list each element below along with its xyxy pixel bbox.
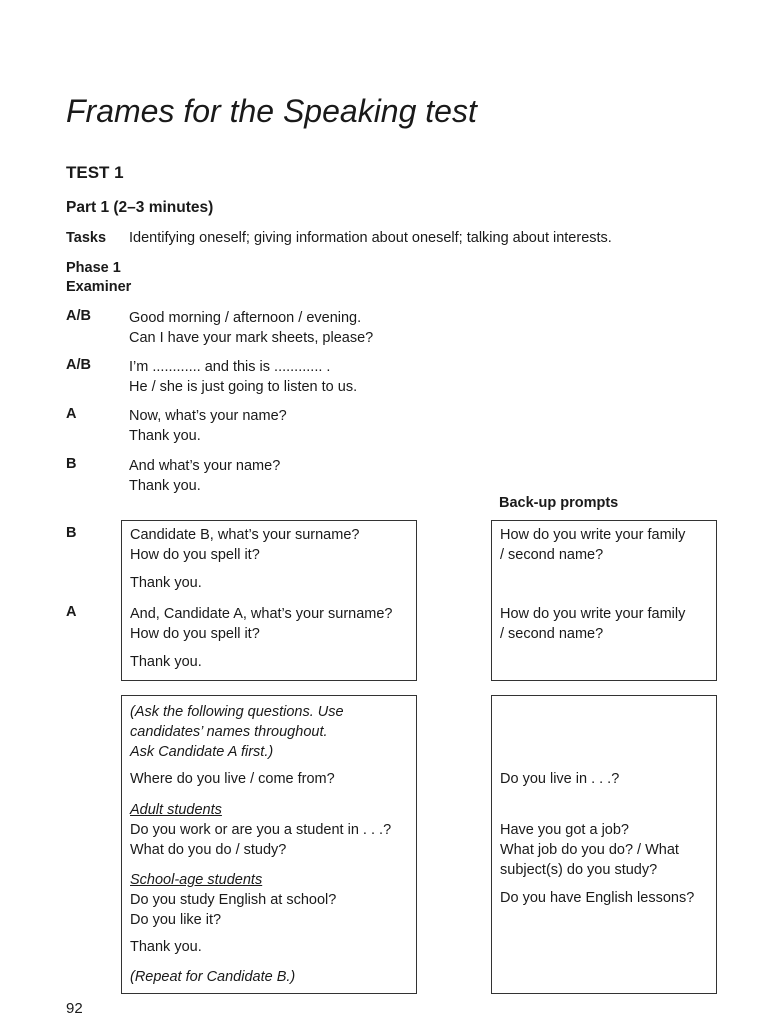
dialogue-line: Can I have your mark sheets, please? xyxy=(129,330,374,346)
prompt-line: / second name? xyxy=(500,626,604,642)
dialogue-line: I’m ............ and this is ............ . xyxy=(129,359,331,375)
examiner-heading: Examiner xyxy=(66,279,132,295)
page-number: 92 xyxy=(66,1000,83,1017)
box-line: Ask Candidate A first.) xyxy=(130,744,274,760)
speaker-label: A/B xyxy=(66,357,91,373)
prompt-line: What job do you do? / What xyxy=(500,842,679,858)
box-line: Candidate B, what’s your surname? xyxy=(130,527,360,543)
tasks-label: Tasks xyxy=(66,230,107,246)
box-line: What do you do / study? xyxy=(130,842,287,858)
prompt-line: Do you have English lessons? xyxy=(500,890,695,906)
dialogue-block xyxy=(129,308,373,348)
backup-prompts-heading: Back-up prompts xyxy=(499,495,619,511)
dialogue-block xyxy=(129,406,287,446)
question-live: Where do you live / come from? xyxy=(130,771,335,787)
dialogue-block xyxy=(129,357,357,397)
school-section xyxy=(130,870,336,930)
dialogue-line: Now, what’s your name? xyxy=(129,408,287,424)
questions-box xyxy=(121,695,417,994)
dialogue-line: Thank you. xyxy=(129,478,201,494)
speaker-label: B xyxy=(66,525,77,541)
box-line: Thank you. xyxy=(130,939,202,955)
dialogue-line: And what’s your name? xyxy=(129,458,281,474)
prompt-lines xyxy=(500,525,685,565)
page-title: Frames for the Speaking test xyxy=(66,93,477,129)
box-line: And, Candidate A, what’s your surname? xyxy=(130,606,393,622)
instruction-text xyxy=(130,702,344,762)
prompt-line: How do you write your family xyxy=(500,527,686,543)
box-line: (Ask the following questions. Use xyxy=(130,704,344,720)
prompt-line: How do you write your family xyxy=(500,606,686,622)
box-line: How do you spell it? xyxy=(130,626,260,642)
prompt-lines xyxy=(500,604,685,644)
speaker-label: B xyxy=(66,456,77,472)
adult-section xyxy=(130,800,391,860)
speaker-label: A xyxy=(66,604,77,620)
surname-b-lines xyxy=(130,525,359,565)
dialogue-line: Good morning / afternoon / evening. xyxy=(129,310,362,326)
prompt-line: / second name? xyxy=(500,547,604,563)
box-line: Do you like it? xyxy=(130,912,222,928)
test-heading: TEST 1 xyxy=(66,163,124,182)
speaker-label: A/B xyxy=(66,308,91,324)
backup-prompt-box xyxy=(491,520,717,681)
dialogue-line: He / she is just going to listen to us. xyxy=(129,379,358,395)
backup-prompt-box xyxy=(491,695,717,994)
surname-a-lines xyxy=(130,604,393,644)
prompt-line: Have you got a job? xyxy=(500,822,629,838)
school-students-heading: School-age students xyxy=(130,872,263,888)
box-line: Do you study English at school? xyxy=(130,892,337,908)
prompt-line: Do you live in . . .? xyxy=(500,771,620,787)
phase-heading: Phase 1 xyxy=(66,260,121,276)
box-line: Thank you. xyxy=(130,654,202,670)
tasks-text: Identifying oneself; giving information about oneself; talking about interests. xyxy=(129,230,612,246)
box-line: How do you spell it? xyxy=(130,547,260,563)
speaker-label: A xyxy=(66,406,77,422)
prompt-line: subject(s) do you study? xyxy=(500,862,658,878)
repeat-instruction: (Repeat for Candidate B.) xyxy=(130,969,296,985)
box-line: candidates’ names throughout. xyxy=(130,724,328,740)
dialogue-line: Thank you. xyxy=(129,428,201,444)
dialogue-block xyxy=(129,456,280,496)
box-line: Thank you. xyxy=(130,575,202,591)
prompt-lines xyxy=(500,820,679,880)
surname-box xyxy=(121,520,417,681)
adult-students-heading: Adult students xyxy=(130,802,222,818)
part-heading: Part 1 (2–3 minutes) xyxy=(66,199,214,216)
box-line: Do you work or are you a student in . . .? xyxy=(130,822,392,838)
